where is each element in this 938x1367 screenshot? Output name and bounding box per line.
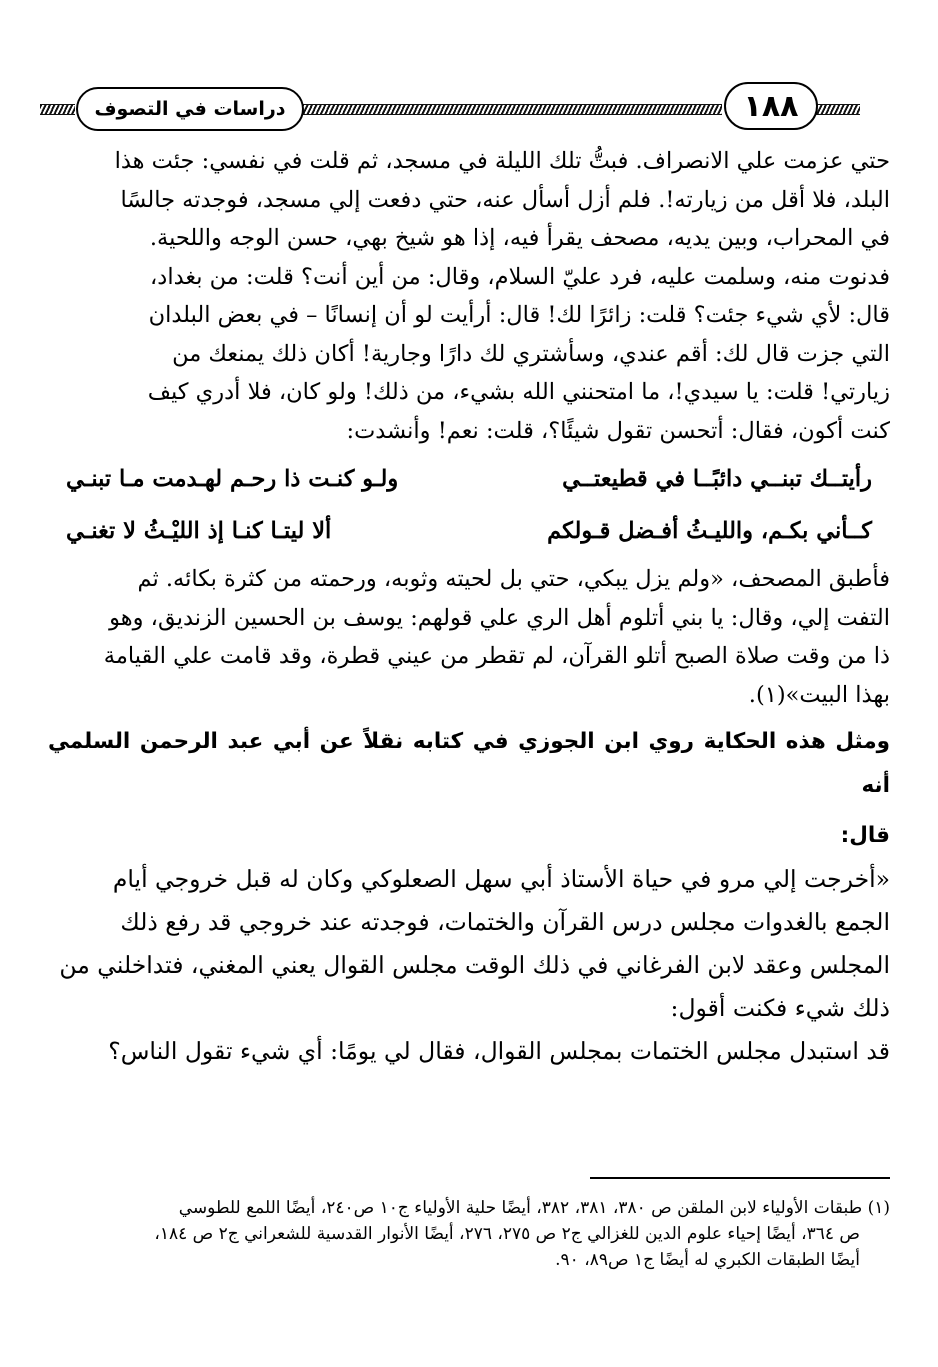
header-ornament-right	[816, 104, 860, 115]
footnote-line: (١) طبقات الأولياء لابن الملقن ص ٣٨٠، ٣٨١، ٣٨٢، أيضًا حلية الأولياء ج١٠ ص٢٤٠، أيضًا اللمع للطوسي	[178, 1198, 890, 1218]
text-line: ذا من وقت صلاة الصبح أتلو القرآن، لم تقطر من عيني قطرة، وقد قامت علي القيامة	[103, 643, 890, 669]
bold-text-line: قال:	[840, 823, 890, 848]
text-line: قال: لأي شيء جئت؟ قلت: زائرًا لك! قال: أرأيت لو أن إنسانًا – في بعض البلدان	[148, 302, 890, 328]
header-ornament-middle	[302, 104, 722, 115]
text-line: في المحراب، وبين يديه، مصحف يقرأ فيه، إذا هو شيخ بهي، حسن الوجه واللحية.	[149, 225, 890, 251]
narrative-block-1	[48, 142, 890, 450]
text-line: كنت أكون، فقال: أتحسن تقول شيئًا؟، قلت: نعم! وأنشدت:	[346, 417, 890, 444]
poem	[48, 456, 890, 554]
narrative-block-2	[48, 560, 890, 714]
text-line: فدنوت منه، وسلمت عليه، فرد عليّ السلام، وقال: من أين أنت؟ قلت: من بغداد،	[150, 263, 890, 290]
verse-first-hemistich: رأيتــك تبنــي دائبًــا في قطيعتــي	[562, 466, 872, 492]
text-line: التفت إلي، وقال: يا بني أتلوم أهل الري علي قولهم: يوسف بن الحسين الزنديق، وهو	[109, 604, 890, 631]
footnote-line: ص ٣٦٤، أيضًا إحياء علوم الدين للغزالي ج٢ ص ٢٧٥، ٢٧٦، أيضًا الأنوار القدسية للشعراني ج٢ ص ١٨٤،	[154, 1224, 860, 1244]
page-header	[40, 80, 920, 132]
verse-line	[48, 508, 890, 554]
text-line: المجلس وعقد لابن الفرغاني في ذلك الوقت مجلس القوال يعني المغني، فتداخلني من	[59, 951, 890, 979]
text-line: «أخرجت إلي مرو في حياة الأستاذ أبي سهل الصعلوكي وكان له قبل خروجي أيام	[112, 865, 890, 893]
text-line: زيارتي! قلت: يا سيدي!، ما امتحنني الله بشيء، من ذلك! ولو كان، فلا أدري كيف	[147, 379, 890, 405]
bold-text-line: ومثل هذه الحكاية روي ابن الجوزي في كتابه نقلاً عن أبي عبد الرحمن السلمي أنه	[48, 729, 890, 798]
text-line: التي جزت قال لك: أقم عندي، وسأشتري لك دارًا وجارية! أكان ذلك يمنعك من	[172, 340, 890, 367]
quotation-block	[48, 858, 890, 1073]
text-line: فأطبق المصحف، «ولم يزل يبكي، حتي بل لحيته وثوبه، ورحمته من كثرة بكائه. ثم	[137, 566, 890, 592]
header-ornament-left	[40, 104, 75, 115]
page-number: ١٨٨	[724, 82, 818, 130]
text-line: بهذا البيت»(١).	[748, 681, 890, 708]
text-line: حتي عزمت علي الانصراف. فبتُّ تلك الليلة في مسجد، ثم قلت في نفسي: جئت هذا	[114, 148, 890, 174]
text-line: قد استبدل مجلس الختمات بمجلس القوال، فقال لي يومًا: أي شيء تقول الناس؟	[108, 1037, 890, 1065]
footnote-line: أيضًا الطبقات الكبري له أيضًا ج١ ص٨٩، ٩٠.	[555, 1250, 860, 1270]
verse-second-hemistich: ألا ليتـا كنـا إذ الليْـثُ لا تغنـي	[66, 518, 332, 544]
text-line: الجمع بالغدوات مجلس درس القرآن والختمات، فوجدته عند خروجي قد رفع ذلك	[120, 908, 890, 936]
verse-first-hemistich: كــأني بكـم، والليـثُ أفـضل قـولكم	[547, 518, 872, 544]
text-line: البلد، فلا أقل من زيارته!. فلم أزل أسأل عنه، حتي دفعت إلي مسجد، فوجدته جالسًا	[120, 186, 890, 213]
main-text	[48, 140, 890, 1073]
bold-intro	[48, 720, 890, 858]
verse-line	[48, 456, 890, 502]
running-title: دراسات في التصوف	[76, 87, 304, 131]
text-line: ذلك شيء فكنت أقول:	[670, 994, 890, 1022]
verse-second-hemistich: ولـو كنـت ذا رحـم لهـدمت مـا تبنـي	[66, 466, 399, 492]
footnotes	[48, 1195, 890, 1273]
footnote-separator	[590, 1177, 890, 1179]
